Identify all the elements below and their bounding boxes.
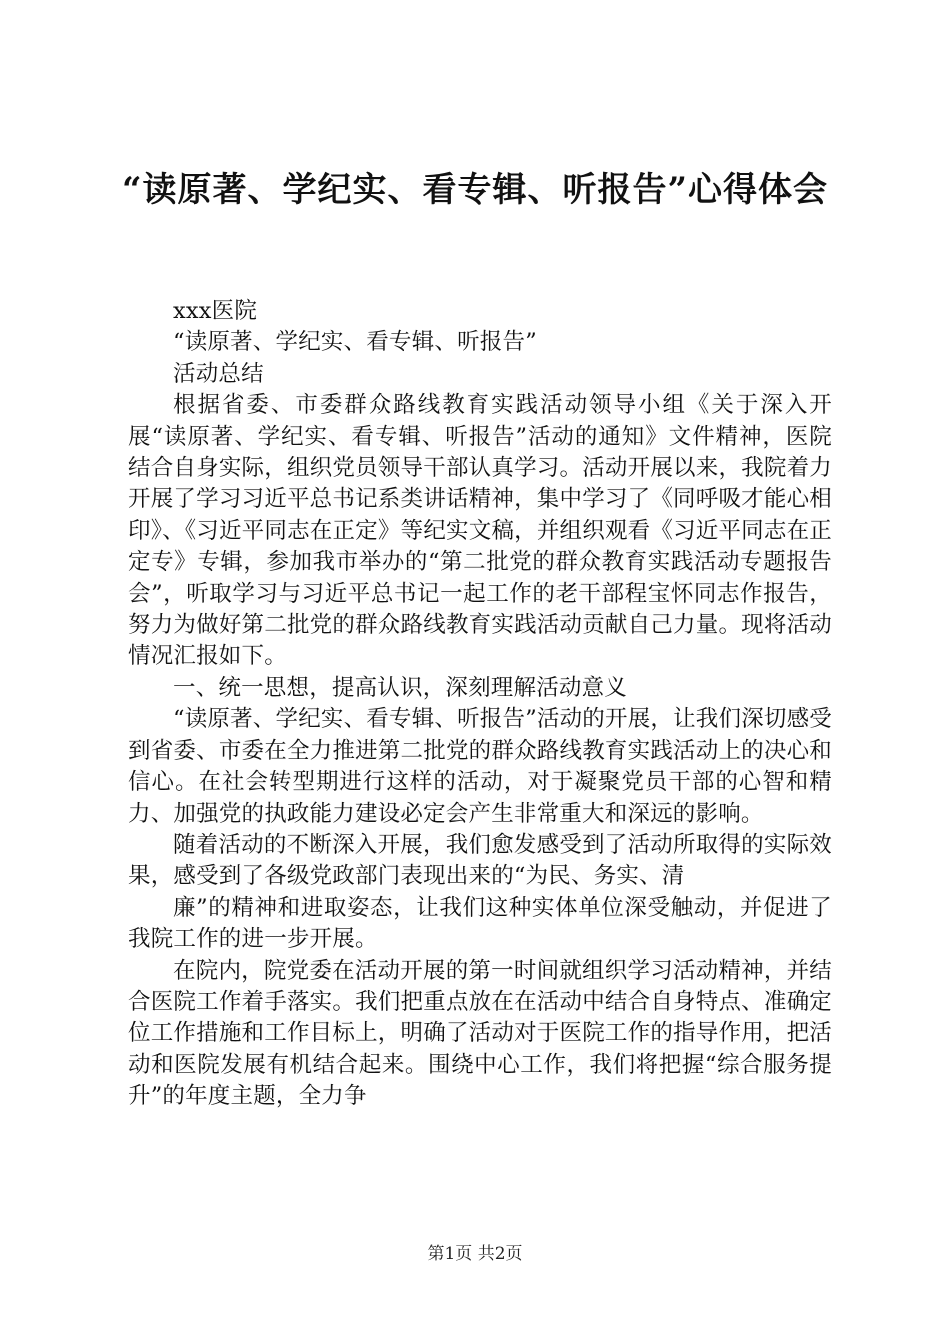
section-1-paragraph-3: 在院内，院党委在活动开展的第一时间就组织学习活动精神，并结合医院工作着手落实。我们把重点放在在活动中结合自身特点、准确定位工作措施和工作目标上，明确了活动对于医院工作的指导作用，把活动和医院发展有机结合起来。围绕中心工作，我们将把握“综合服务提升”的年度主题，全力争 bbox=[128, 957, 832, 1110]
section-1-paragraph-1: “读原著、学纪实、看专辑、听报告”活动的开展，让我们深切感受到省委、市委在全力推进第二批党的群众路线教育实践活动上的决心和信心。在社会转型期进行这样的活动，对于凝聚党员干部的心智和精力、加强党的执政能力建设必定会产生非常重大和深远的影响。 bbox=[128, 706, 833, 827]
section-heading-1: 一、统一思想，提高认识，深刻理解活动意义 bbox=[173, 674, 628, 701]
document-title: “读原著、学纪实、看专辑、听报告”心得体会 bbox=[121, 170, 829, 210]
document-body bbox=[128, 296, 832, 1113]
summary-heading: 活动总结 bbox=[173, 360, 264, 387]
section-1-paragraph-2: 随着活动的不断深入开展，我们愈发感受到了活动所取得的实际效果，感受到了各级党政部门表现出来的“为民、务实、清 bbox=[128, 831, 832, 890]
page-number-footer: 第1页 共2页 bbox=[427, 1244, 523, 1264]
section-1-paragraph-2-continued: 廉”的精神和进取姿态，让我们这种实体单位深受触动，并促进了我院工作的进一步开展。 bbox=[128, 894, 832, 953]
intro-paragraph: 根据省委、市委群众路线教育实践活动领导小组《关于深入开展“读原著、学纪实、看专辑、听报告”活动的通知》文件精神，医院结合自身实际，组织党员领导干部认真学习。活动开展以来，我院着力开展了学习习近平总书记系类讲话精神，集中学习了《同呼吸才能心相印》、《习近平同志在正定》等纪实文稿，并组织观看《习近平同志在正定专》专辑，参加我市举办的“第二批党的群众教育实践活动专题报告会”，听取学习与习近平总书记一起工作的老干部程宝怀同志作报告，努力为做好第二批党的群众路线教育实践活动贡献自己力量。现将活动情况汇报如下。 bbox=[128, 392, 832, 670]
activity-name-line: “读原著、学纪实、看专辑、听报告” bbox=[173, 329, 537, 356]
organization-line: xxx医院 bbox=[173, 298, 258, 324]
